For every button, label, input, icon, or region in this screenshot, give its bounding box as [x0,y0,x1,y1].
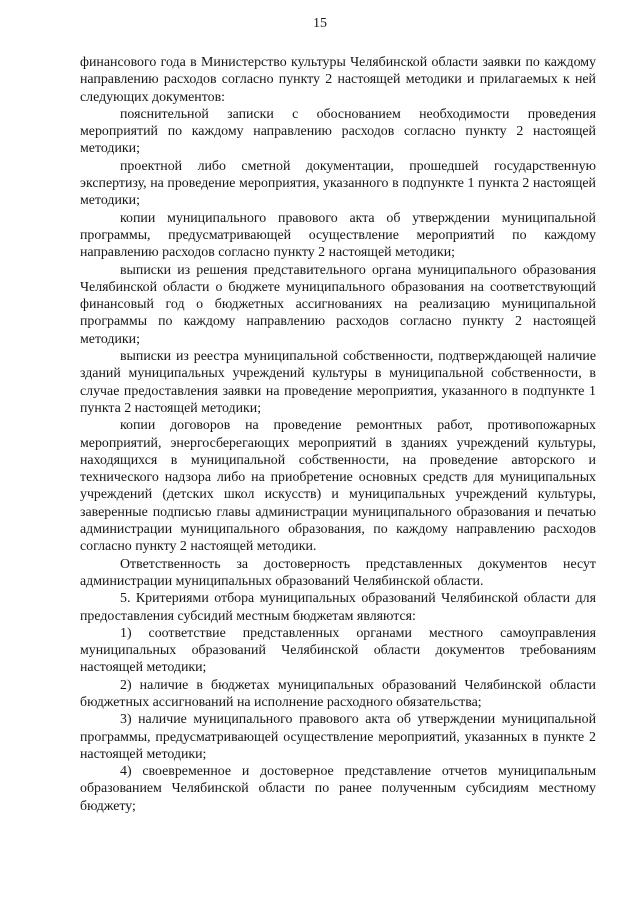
paragraph: проектной либо сметной документации, прошедшей государственную экспертизу, на проведение мероприятия, указанного в подпункте 1 пункта 2 настоящей методики; [80,158,596,209]
paragraph: копии договоров на проведение ремонтных работ, противопожарных мероприятий, энергосберегающих мероприятий в зданиях учреждений культуры, находящихся в муниципальной собственности, на проведение авторского и технического надзора либо на приобретение основных средств для муниципальных учреждений (детских школ искусств) и муниципальных учреждений культуры, заверенные подписью главы администрации муниципального образования и печатью администрации муниципального образования, по каждому направлению расходов согласно пункту 2 настоящей методики. [80,418,596,555]
document-body [80,54,596,815]
paragraph: 5. Критериями отбора муниципальных образований Челябинской области для предоставления субсидий местным бюджетам являются: [80,591,596,624]
paragraph: пояснительной записки с обоснованием необходимости проведения мероприятий по каждому направлению расходов согласно пункту 2 настоящей методики; [80,106,596,157]
paragraph: 4) своевременное и достоверное представление отчетов муниципальным образованием Челябинской области по ранее полученным субсидиям местному бюджету; [80,764,596,814]
paragraph: выписки из решения представительного органа муниципального образования Челябинской области о бюджете муниципального образования на соответствующий финансовый год о бюджетных ассигнованиях на реализацию муниципальной программы по каждому направлению расходов согласно пункту 2 настоящей методики; [80,262,596,347]
paragraph: 3) наличие муниципального правового акта об утверждении муниципальной программы, предусматривающей осуществление мероприятий, указанных в пункте 2 настоящей методики; [80,712,596,762]
paragraph: 1) соответствие представленных органами местного самоуправления муниципальных образований Челябинской области документов требованиям настоящей методики; [80,625,596,676]
page-number: 15 [313,16,327,31]
paragraph: копии муниципального правового акта об утверждении муниципальной программы, предусматривающей осуществление мероприятий по каждому направлению расходов согласно пункту 2 настоящей методики; [80,210,596,261]
paragraph: 2) наличие в бюджетах муниципальных образований Челябинской области бюджетных ассигнований на исполнение расходного обязательства; [80,677,596,710]
paragraph: финансового года в Министерство культуры Челябинской области заявки по каждому направлению расходов согласно пункту 2 настоящей методики и прилагаемых к ней следующих документов: [80,55,596,105]
paragraph: выписки из реестра муниципальной собственности, подтверждающей наличие зданий муниципальных учреждений культуры в муниципальной собственности, в случае предоставления заявки на проведение мероприятия, указанного в подпункте 1 пункта 2 настоящей методики; [80,349,596,416]
paragraph: Ответственность за достоверность представленных документов несут администрации муниципальных образований Челябинской области. [80,556,596,589]
